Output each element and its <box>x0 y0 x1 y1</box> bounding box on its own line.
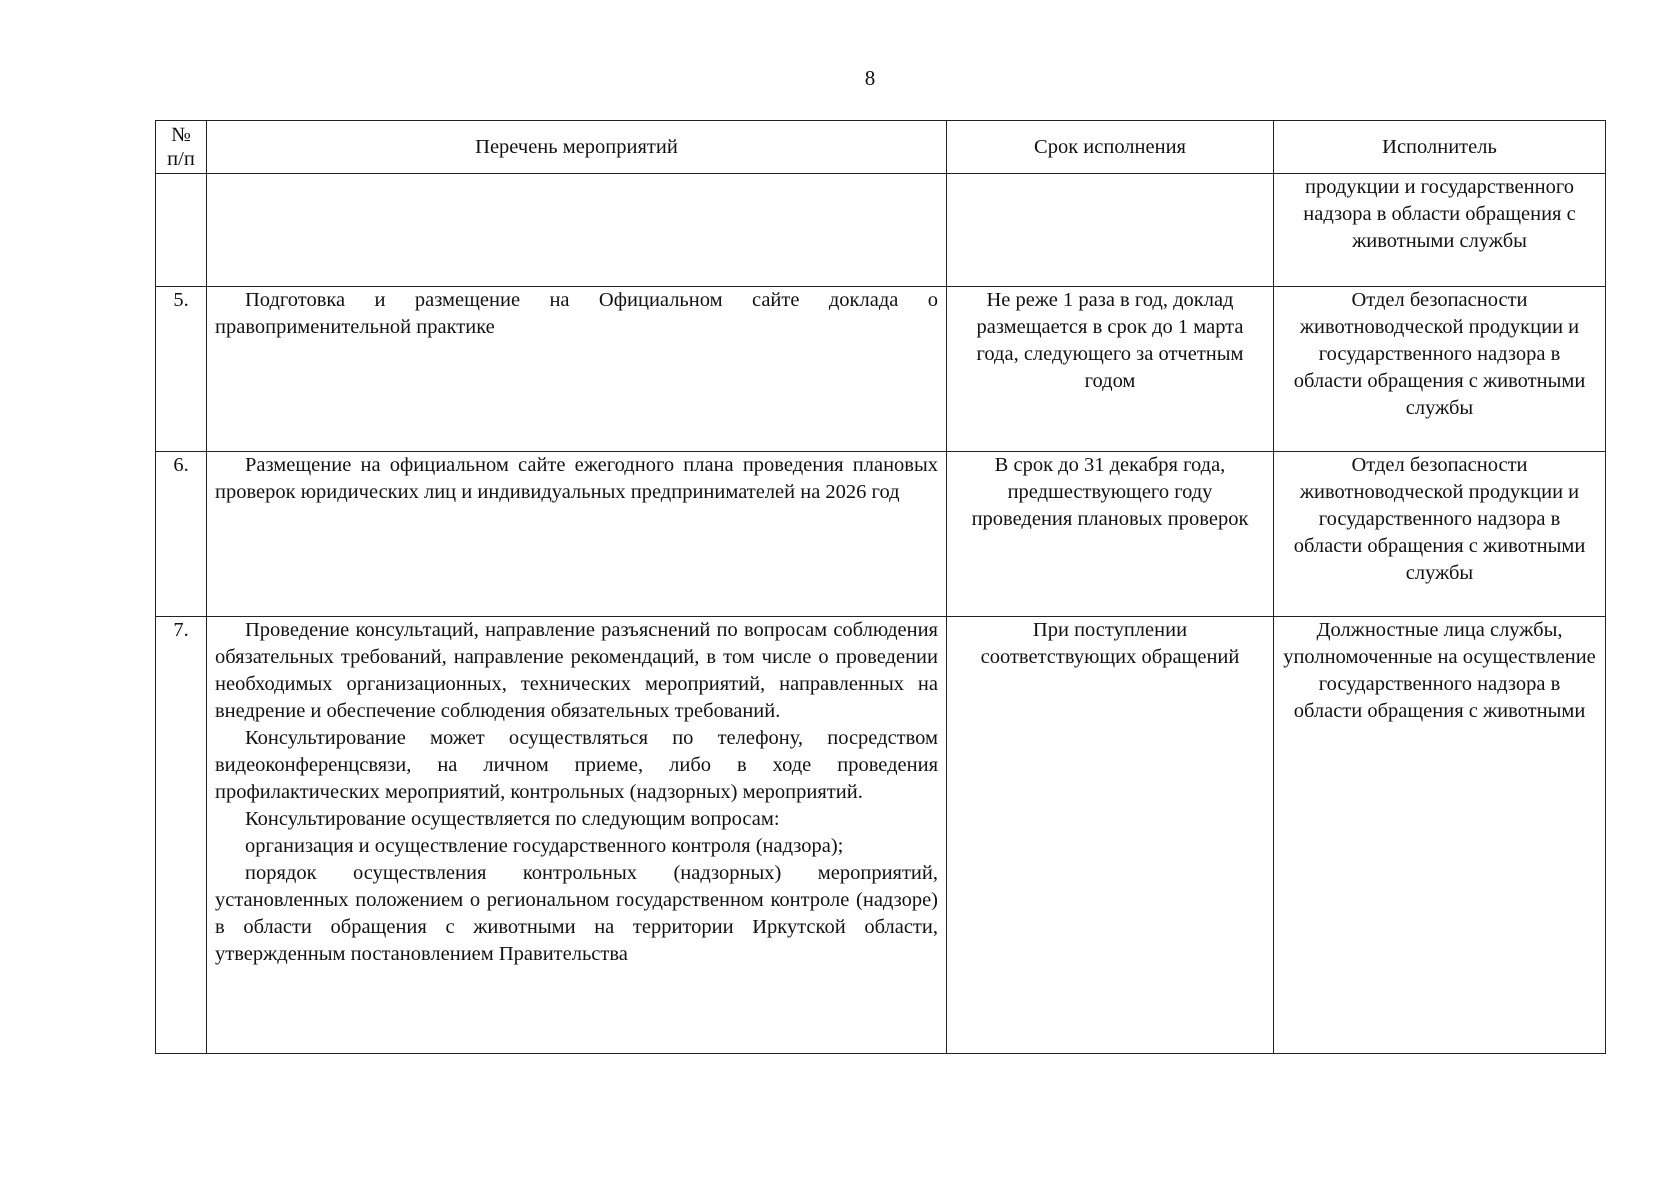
page-number: 8 <box>864 66 876 90</box>
header-num: № п/п <box>156 121 207 174</box>
cell-measures <box>207 617 947 1054</box>
cell-term: При поступлении соответствующих обращений <box>947 617 1274 1054</box>
cell-executor: Должностные лица службы, уполномоченные на осуществление государственного надзора в области обращения с животными <box>1274 617 1606 1054</box>
cell-num: 7. <box>156 617 207 1054</box>
cell-measures <box>207 452 947 617</box>
measures-table <box>155 120 1606 1054</box>
measure-paragraph: Консультирование может осуществляться по телефону, посредством видеоконференцсвязи, на личном приеме, либо в ходе проведения профилактических мероприятий, контрольных (надзорных) мероприятий. <box>215 727 938 803</box>
header-executor: Исполнитель <box>1274 121 1606 174</box>
measure-paragraph: порядок осуществления контрольных (надзорных) мероприятий, установленных положением о региональном государственном контроле (надзоре) в области обращения с животными на территории Иркутской области, утвержденным постановлением Правительства <box>215 862 938 965</box>
table-row <box>156 452 1606 617</box>
measure-paragraph: Подготовка и размещение на Официальном сайте доклада о правоприменительной практике <box>215 289 938 338</box>
cell-num <box>156 174 207 287</box>
cell-term: В срок до 31 декабря года, предшествующего году проведения плановых проверок <box>947 452 1274 617</box>
cell-term: Не реже 1 раза в год, доклад размещается в срок до 1 марта года, следующего за отчетным годом <box>947 287 1274 452</box>
cell-num: 6. <box>156 452 207 617</box>
measure-paragraph: Размещение на официальном сайте ежегодного плана проведения плановых проверок юридических лиц и индивидуальных предпринимателей на 2026 год <box>215 454 938 503</box>
measure-paragraph: Проведение консультаций, направление разъяснений по вопросам соблюдения обязательных требований, направление рекомендаций, в том числе о проведении необходимых организационных, технических мероприятий, направленных на внедрение и обеспечение соблюдения обязательных требований. <box>215 619 938 722</box>
cell-executor: продукции и государственного надзора в области обращения с животными службы <box>1274 174 1606 287</box>
header-measures: Перечень мероприятий <box>207 121 947 174</box>
table-header-row <box>156 121 1606 174</box>
table-row-continued <box>156 174 1606 287</box>
table-row <box>156 617 1606 1054</box>
measure-paragraph: Консультирование осуществляется по следующим вопросам: <box>245 808 780 830</box>
cell-term <box>947 174 1274 287</box>
cell-measures <box>207 174 947 287</box>
header-term: Срок исполнения <box>947 121 1274 174</box>
measure-paragraph: организация и осуществление государственного контроля (надзора); <box>245 835 844 857</box>
cell-num: 5. <box>156 287 207 452</box>
table-row <box>156 287 1606 452</box>
cell-executor: Отдел безопасности животноводческой продукции и государственного надзора в области обращения с животными службы <box>1274 287 1606 452</box>
cell-measures <box>207 287 947 452</box>
cell-executor: Отдел безопасности животноводческой продукции и государственного надзора в области обращения с животными службы <box>1274 452 1606 617</box>
